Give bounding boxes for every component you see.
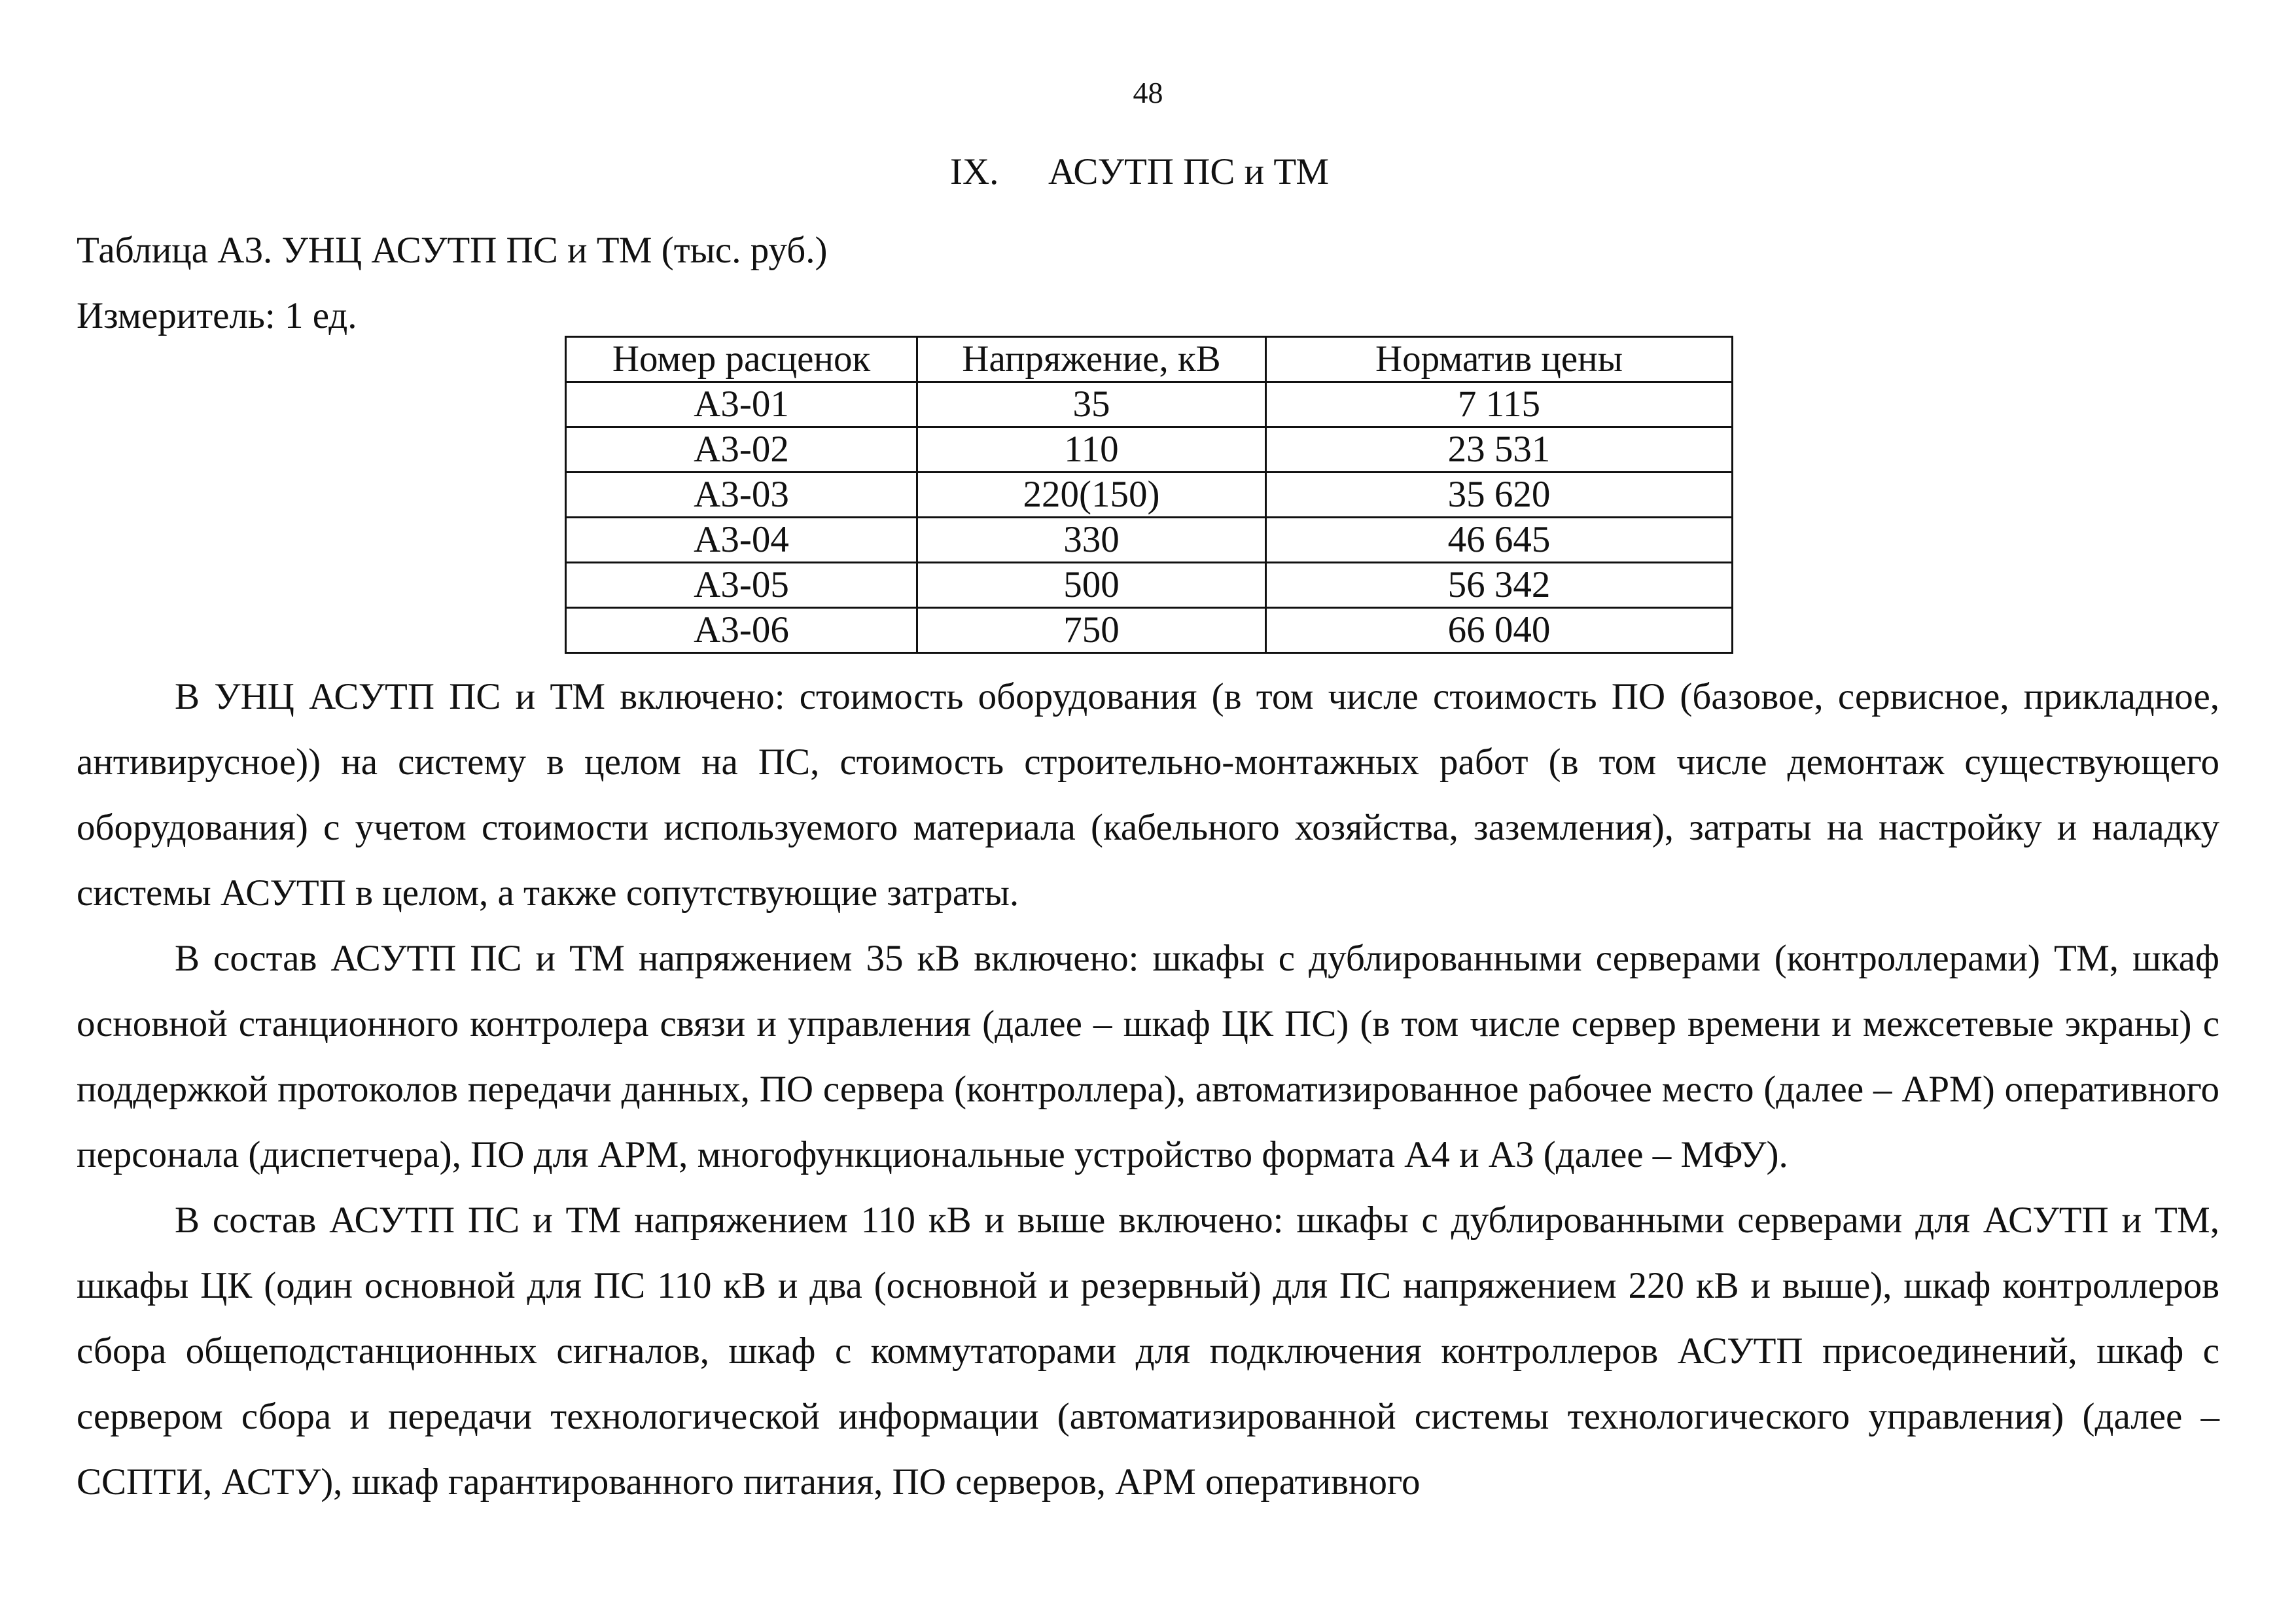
cell-rate-number: А3-01 — [566, 382, 917, 427]
cell-voltage: 750 — [917, 608, 1266, 653]
table-row — [566, 427, 1733, 473]
header-voltage: Напряжение, кВ — [917, 337, 1266, 382]
cell-rate-number: А3-02 — [566, 427, 917, 473]
cell-voltage: 110 — [917, 427, 1266, 473]
section-title: АСУТП ПС и ТМ — [1048, 151, 1330, 192]
cell-voltage: 500 — [917, 563, 1266, 608]
cell-rate-number: А3-04 — [566, 518, 917, 563]
cell-rate-number: А3-05 — [566, 563, 917, 608]
cell-voltage: 35 — [917, 382, 1266, 427]
cell-price: 56 342 — [1266, 563, 1733, 608]
table-row — [566, 473, 1733, 518]
cell-price: 46 645 — [1266, 518, 1733, 563]
table-row — [566, 608, 1733, 653]
unit-line: Измеритель: 1 ед. — [77, 295, 357, 336]
cell-voltage: 330 — [917, 518, 1266, 563]
table-caption: Таблица А3. УНЦ АСУТП ПС и ТМ (тыс. руб.) — [77, 230, 828, 271]
section-numeral: IX. — [950, 151, 999, 192]
header-rate-number: Номер расценок — [566, 337, 917, 382]
cell-price: 23 531 — [1266, 427, 1733, 473]
paragraph-scope: В УНЦ АСУТП ПС и ТМ включено: стоимость оборудования (в том числе стоимость ПО (базовое, сервисное, прикладное, антивирусное)) на систему в целом на ПС, стоимость строительно-монтажных работ (в том числе демонтаж существующего оборудования) с учетом стоимости используемого материала (кабельного хозяйства, заземления), затраты на настройку и наладку системы АСУТП в целом, а также сопутствующие затраты. — [77, 676, 2219, 914]
table-row — [566, 518, 1733, 563]
body-text — [77, 664, 2219, 1515]
cell-price: 66 040 — [1266, 608, 1733, 653]
cell-voltage: 220(150) — [917, 473, 1266, 518]
page-number: 48 — [1133, 76, 1163, 109]
section-heading — [950, 149, 1329, 195]
paragraph-35kv: В состав АСУТП ПС и ТМ напряжением 35 кВ включено: шкафы с дублированными серверами (контроллерами) ТМ, шкаф основной станционного контролера связи и управления (далее – шкаф ЦК ПС) (в том числе сервер времени и межсетевые экраны) с поддержкой протоколов передачи данных, ПО сервера (контроллера), автоматизированное рабочее место (далее – АРМ) оперативного персонала (диспетчера), ПО для АРМ, многофункциональные устройство формата А4 и А3 (далее – МФУ). — [77, 938, 2219, 1175]
cell-price: 7 115 — [1266, 382, 1733, 427]
cell-rate-number: А3-06 — [566, 608, 917, 653]
header-price-norm: Норматив цены — [1266, 337, 1733, 382]
table-row — [566, 563, 1733, 608]
cell-price: 35 620 — [1266, 473, 1733, 518]
table-header-row — [566, 337, 1733, 382]
table-row — [566, 382, 1733, 427]
cell-rate-number: А3-03 — [566, 473, 917, 518]
price-table — [565, 336, 1733, 654]
paragraph-110kv: В состав АСУТП ПС и ТМ напряжением 110 кВ и выше включено: шкафы с дублированными серверами для АСУТП и ТМ, шкафы ЦК (один основной для ПС 110 кВ и два (основной и резервный) для ПС напряжением 220 кВ и выше), шкаф контроллеров сбора общеподстанционных сигналов, шкаф с коммутаторами для подключения контроллеров АСУТП присоединений, шкаф с сервером сбора и передачи технологической информации (автоматизированной системы технологического управления) (далее – ССПТИ, АСТУ), шкаф гарантированного питания, ПО серверов, АРМ оперативного — [77, 1200, 2219, 1503]
